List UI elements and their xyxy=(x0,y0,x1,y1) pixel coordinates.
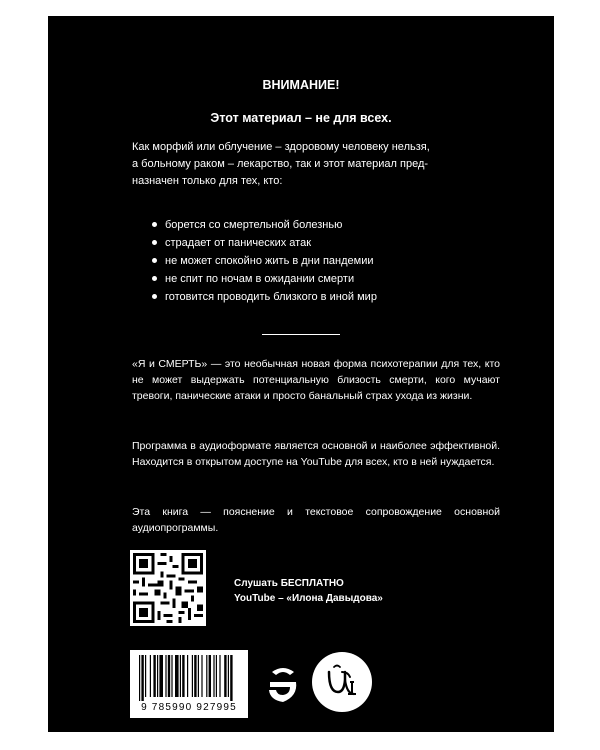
barcode-bar xyxy=(165,655,166,697)
listen-free-label: Слушать БЕСПЛАТНО xyxy=(234,578,344,589)
barcode-bar xyxy=(216,655,217,697)
list-item-text: не может спокойно жить в дни пандемии xyxy=(165,255,374,267)
barcode-digits: 9 785990 927995 xyxy=(141,702,237,713)
audio-program-paragraph: Программа в аудиоформате является основной и наиболее эффективной. Находится в открытом доступе на YouTube для всех, кто в ней нуждается. xyxy=(132,440,500,468)
subtitle: Этот материал – не для всех. xyxy=(210,111,392,125)
barcode-bar xyxy=(219,655,220,697)
bullet-icon xyxy=(152,240,157,245)
barcode-bar xyxy=(145,655,146,697)
description-paragraph: «Я и СМЕРТЬ» — это необычная новая форма психотерапии для тех, кто не может выдержать потенциальную близость смерти, кого мучают тревоги, панические атаки и просто банальный страх ухода из жизни. xyxy=(132,358,500,402)
list-item-text: страдает от панических атак xyxy=(165,237,312,249)
barcode-bar xyxy=(139,655,140,701)
bullet-icon xyxy=(152,222,157,227)
barcode-bar xyxy=(206,655,207,697)
warning-title: ВНИМАНИЕ! xyxy=(262,78,340,92)
back-cover xyxy=(48,16,554,732)
barcode-bar xyxy=(159,655,163,697)
divider xyxy=(262,334,340,335)
isbn-barcode xyxy=(130,650,248,718)
barcode-bar xyxy=(157,655,158,697)
qr-caption xyxy=(234,576,383,606)
barcode-bar xyxy=(171,655,172,697)
intro-line: а больному раком – лекарство, так и этот материал пред- xyxy=(132,158,429,170)
list-item-text: готовится проводить близкого в иной мир xyxy=(165,291,377,303)
barcode-bar xyxy=(224,655,226,697)
barcode-bar xyxy=(194,655,196,697)
barcode-bar xyxy=(168,655,170,697)
barcode-bar xyxy=(182,655,184,697)
youtube-channel-label: YouTube – «Илона Давыдова» xyxy=(234,593,383,604)
barcode-bar xyxy=(192,655,193,697)
barcode-bar xyxy=(198,655,199,697)
barcode-bar xyxy=(150,655,151,697)
bullet-icon xyxy=(152,258,157,263)
list-item xyxy=(152,234,377,252)
barcode-bar xyxy=(141,655,143,701)
book-purpose-paragraph: Эта книга — пояснение и текстовое сопровождение основной аудиопрограммы. xyxy=(132,506,500,534)
bullet-icon xyxy=(152,276,157,281)
list-item xyxy=(152,288,377,306)
list-item xyxy=(152,252,377,270)
eksmo-e-logo-icon xyxy=(266,664,300,704)
list-item-text: не спит по ночам в ожидании смерти xyxy=(165,273,355,285)
qr-code[interactable] xyxy=(130,550,206,626)
barcode-bar xyxy=(228,655,229,697)
barcode-bars xyxy=(131,655,247,705)
bullet-icon xyxy=(152,294,157,299)
intro-text xyxy=(132,139,492,190)
barcode-bar xyxy=(213,655,214,697)
list-item xyxy=(152,270,377,288)
barcode-bar xyxy=(201,655,202,697)
barcode-bar xyxy=(175,655,179,697)
author-seal-icon xyxy=(310,650,374,714)
list-item-text: борется со смертельной болезнью xyxy=(165,219,343,231)
barcode-bar xyxy=(180,655,181,697)
list-item xyxy=(152,216,377,234)
barcode-bar xyxy=(187,655,188,697)
barcode-bar xyxy=(153,655,155,697)
barcode-bar xyxy=(209,655,211,697)
intro-line: Как морфий или облучение – здоровому человеку нельзя, xyxy=(132,141,430,153)
audience-list xyxy=(152,216,377,306)
barcode-bar xyxy=(230,655,232,701)
intro-line: назначен только для тех, кто: xyxy=(132,175,283,187)
